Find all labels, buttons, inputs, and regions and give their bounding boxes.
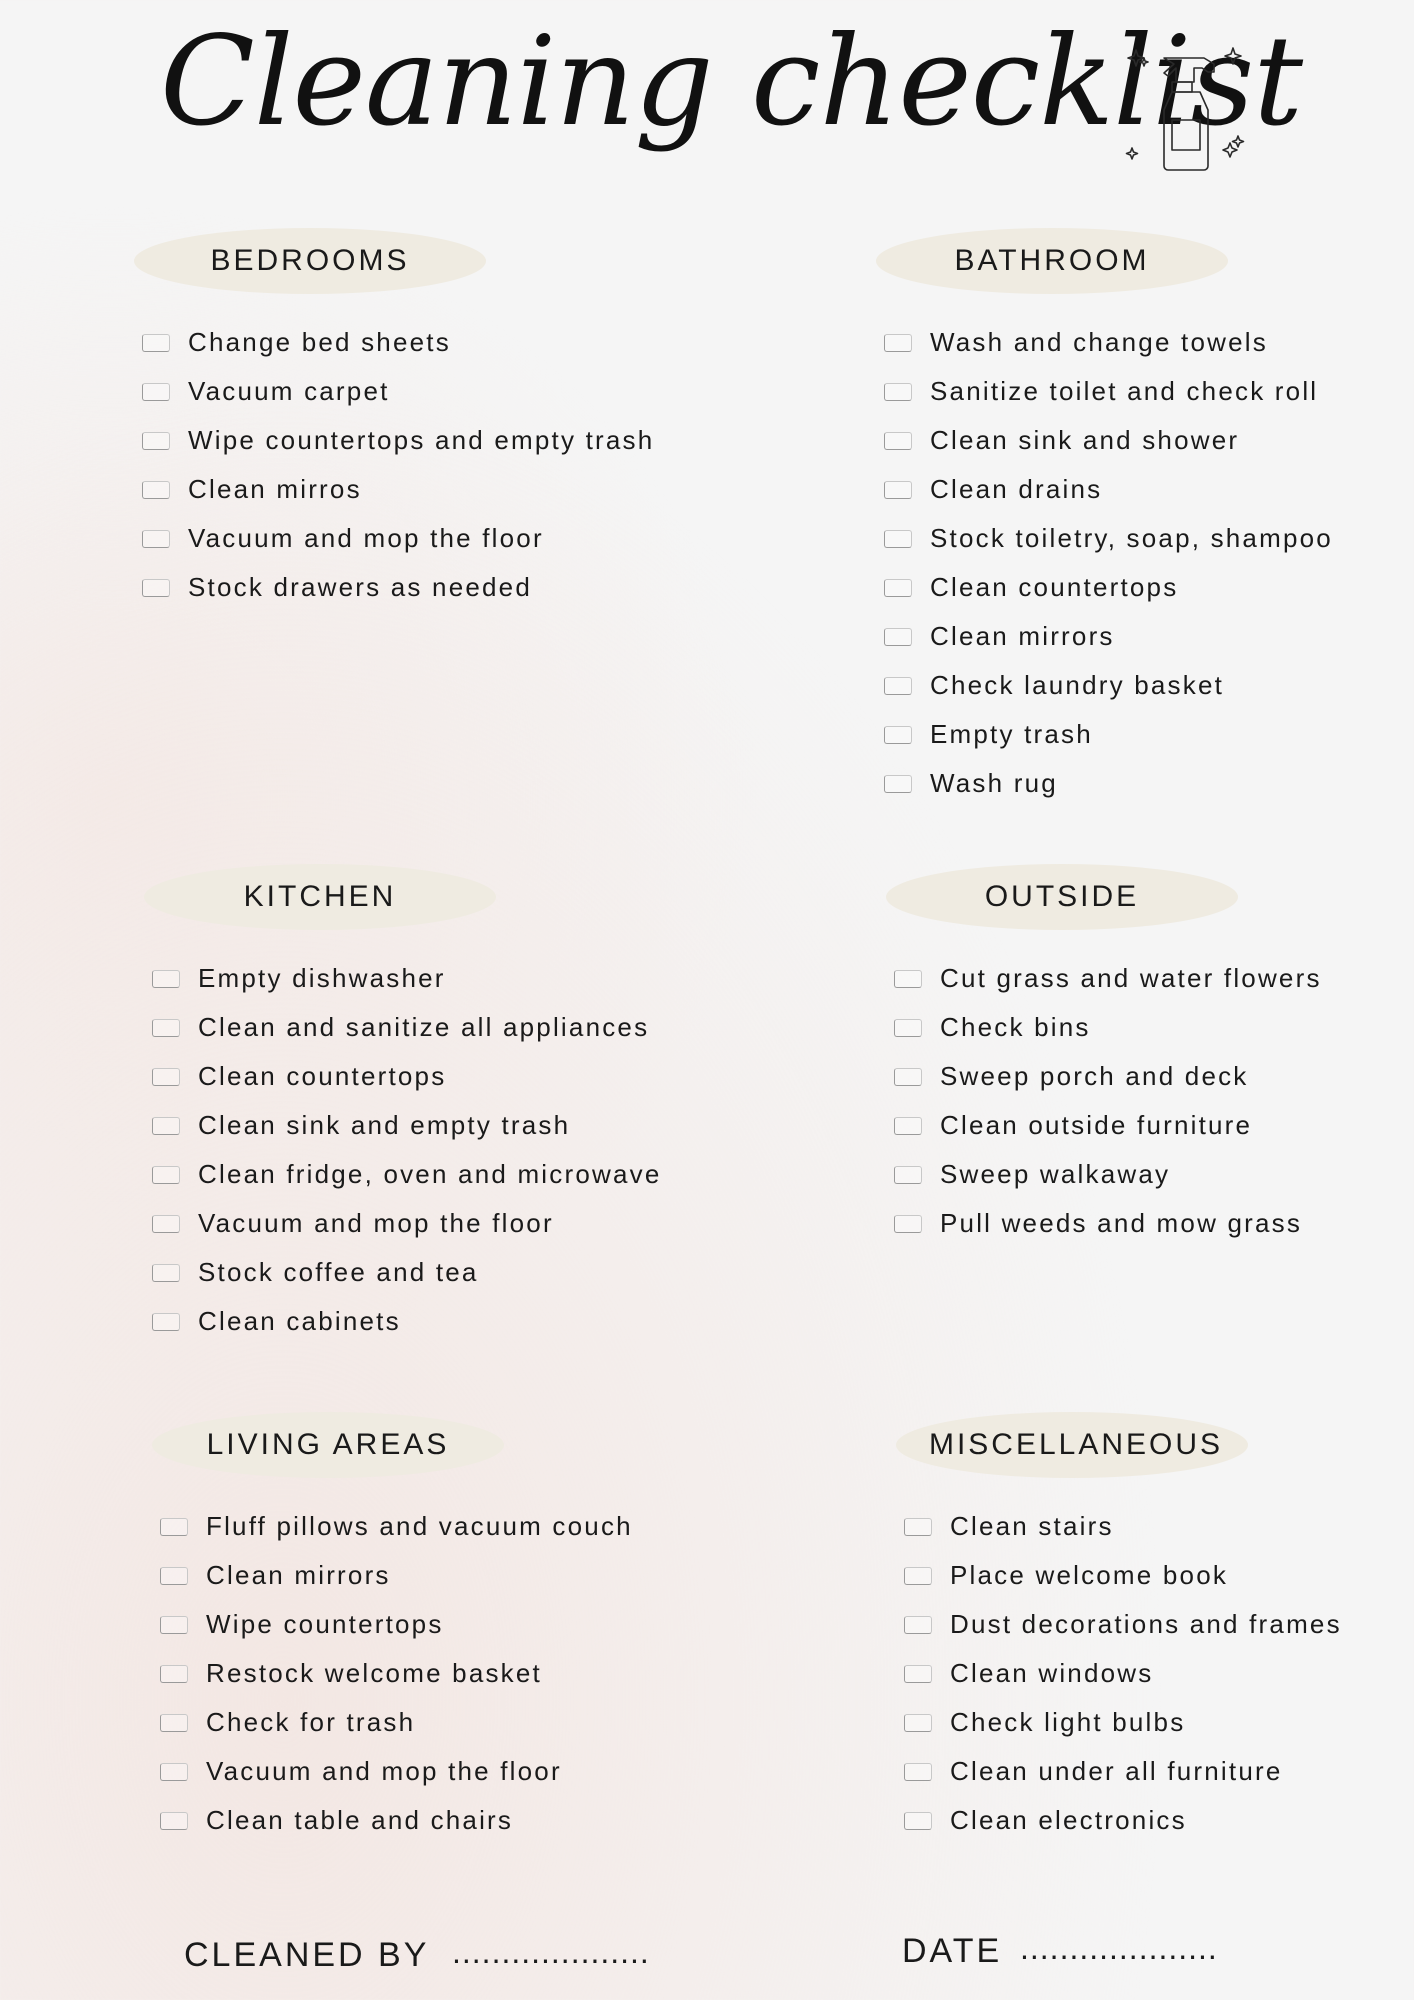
checklist-item[interactable] bbox=[142, 367, 654, 416]
checkbox-icon[interactable] bbox=[884, 579, 912, 597]
section-kitchen bbox=[144, 864, 704, 1384]
checklist-item-label: Vacuum and mop the floor bbox=[198, 1208, 554, 1238]
cleaned-by-line[interactable]: .................... bbox=[452, 1934, 650, 1970]
checklist-item[interactable] bbox=[142, 563, 654, 612]
checkbox-icon[interactable] bbox=[142, 530, 170, 548]
checklist-item-label: Clean mirrors bbox=[206, 1560, 391, 1590]
checkbox-icon[interactable] bbox=[160, 1714, 188, 1732]
checklist-item-label: Empty dishwasher bbox=[198, 963, 446, 993]
checklist-item[interactable] bbox=[884, 661, 1333, 710]
date-line[interactable]: .................... bbox=[1020, 1930, 1218, 1966]
checklist-item[interactable] bbox=[904, 1551, 1342, 1600]
checkbox-icon[interactable] bbox=[894, 1215, 922, 1233]
checklist-item[interactable] bbox=[904, 1796, 1342, 1845]
spray-bottle-icon bbox=[1122, 38, 1252, 178]
checklist-item-label: Clean and sanitize all appliances bbox=[198, 1012, 650, 1042]
checklist-item[interactable] bbox=[894, 1003, 1322, 1052]
checklist-item-label: Fluff pillows and vacuum couch bbox=[206, 1511, 633, 1541]
checklist-item-label: Clean mirros bbox=[188, 474, 362, 504]
checkbox-icon[interactable] bbox=[160, 1518, 188, 1536]
checkbox-icon[interactable] bbox=[152, 970, 180, 988]
checklist-item-label: Clean outside furniture bbox=[940, 1110, 1253, 1140]
checkbox-icon[interactable] bbox=[904, 1518, 932, 1536]
checklist-item[interactable] bbox=[894, 954, 1322, 1003]
checklist-item[interactable] bbox=[894, 1052, 1322, 1101]
section-miscellaneous bbox=[896, 1412, 1414, 1882]
checkbox-icon[interactable] bbox=[904, 1665, 932, 1683]
checkbox-icon[interactable] bbox=[904, 1616, 932, 1634]
checkbox-icon[interactable] bbox=[884, 628, 912, 646]
checkbox-icon[interactable] bbox=[884, 775, 912, 793]
checklist-item-label: Clean sink and empty trash bbox=[198, 1110, 571, 1140]
checklist-item-label: Clean drains bbox=[930, 474, 1103, 504]
checklist-item-label: Stock toiletry, soap, shampoo bbox=[930, 523, 1333, 553]
checkbox-icon[interactable] bbox=[160, 1665, 188, 1683]
checklist-item-label: Empty trash bbox=[930, 719, 1093, 749]
checklist-item[interactable] bbox=[904, 1649, 1342, 1698]
checklist-item[interactable] bbox=[894, 1199, 1322, 1248]
checklist-item[interactable] bbox=[904, 1600, 1342, 1649]
checklist-item-label: Sweep walkaway bbox=[940, 1159, 1171, 1189]
checkbox-icon[interactable] bbox=[152, 1264, 180, 1282]
checklist-item[interactable] bbox=[884, 759, 1333, 808]
checkbox-icon[interactable] bbox=[160, 1567, 188, 1585]
checklist-item[interactable] bbox=[884, 710, 1333, 759]
checklist-item[interactable] bbox=[152, 1101, 662, 1150]
checklist-item-label: Wash and change towels bbox=[930, 327, 1268, 357]
section-title: OUTSIDE bbox=[984, 880, 1140, 913]
checklist-item-label: Wipe countertops and empty trash bbox=[188, 425, 655, 455]
checklist-item[interactable] bbox=[884, 612, 1333, 661]
checklist-item[interactable] bbox=[142, 318, 654, 367]
checklist-item[interactable] bbox=[884, 367, 1333, 416]
checklist-item[interactable] bbox=[884, 465, 1333, 514]
section-living-areas bbox=[152, 1412, 712, 1882]
checkbox-icon[interactable] bbox=[884, 481, 912, 499]
section-bedrooms bbox=[134, 228, 694, 628]
checkbox-icon[interactable] bbox=[142, 432, 170, 450]
checklist-item-label: Cut grass and water flowers bbox=[940, 963, 1322, 993]
checklist-item[interactable] bbox=[160, 1551, 633, 1600]
checklist-item[interactable] bbox=[152, 1248, 662, 1297]
section-bathroom bbox=[876, 228, 1414, 828]
checkbox-icon[interactable] bbox=[152, 1313, 180, 1331]
checklist-item-label: Clean fridge, oven and microwave bbox=[198, 1159, 662, 1189]
checklist-item-label: Dust decorations and frames bbox=[950, 1609, 1342, 1639]
section-title: KITCHEN bbox=[243, 880, 397, 913]
checklist-item[interactable] bbox=[152, 954, 662, 1003]
checklist-item-label: Check laundry basket bbox=[930, 670, 1225, 700]
checkbox-icon[interactable] bbox=[142, 481, 170, 499]
section-title: BEDROOMS bbox=[210, 244, 410, 277]
checkbox-icon[interactable] bbox=[884, 726, 912, 744]
checkbox-icon[interactable] bbox=[894, 1166, 922, 1184]
checkbox-icon[interactable] bbox=[904, 1567, 932, 1585]
checklist-item[interactable] bbox=[152, 1003, 662, 1052]
section-title: MISCELLANEOUS bbox=[928, 1428, 1224, 1461]
checklist-item-label: Vacuum and mop the floor bbox=[188, 523, 544, 553]
checklist-item-label: Stock coffee and tea bbox=[198, 1257, 479, 1287]
checklist-item-label: Clean mirrors bbox=[930, 621, 1115, 651]
checklist-item-label: Sweep porch and deck bbox=[940, 1061, 1249, 1091]
checklist-item-label: Check for trash bbox=[206, 1707, 416, 1737]
cleaned-by-label: CLEANED BY bbox=[184, 1936, 430, 1974]
checklist-item[interactable] bbox=[904, 1747, 1342, 1796]
checkbox-icon[interactable] bbox=[142, 383, 170, 401]
checklist-item-label: Wipe countertops bbox=[206, 1609, 444, 1639]
checklist-item-label: Pull weeds and mow grass bbox=[940, 1208, 1303, 1238]
checklist-item[interactable] bbox=[142, 416, 654, 465]
checkbox-icon[interactable] bbox=[160, 1812, 188, 1830]
checkbox-icon[interactable] bbox=[884, 677, 912, 695]
checklist-item[interactable] bbox=[152, 1150, 662, 1199]
checkbox-icon[interactable] bbox=[884, 432, 912, 450]
checklist-item-label: Clean countertops bbox=[930, 572, 1179, 602]
checkbox-icon[interactable] bbox=[884, 530, 912, 548]
checklist-item-label: Clean table and chairs bbox=[206, 1805, 514, 1835]
checkbox-icon[interactable] bbox=[904, 1763, 932, 1781]
checklist-item-label: Stock drawers as needed bbox=[188, 572, 532, 602]
section-outside bbox=[886, 864, 1414, 1284]
checklist-item-label: Check bins bbox=[940, 1012, 1091, 1042]
checkbox-icon[interactable] bbox=[152, 1019, 180, 1037]
checklist-item[interactable] bbox=[894, 1101, 1322, 1150]
checklist-item[interactable] bbox=[904, 1502, 1342, 1551]
checklist-item[interactable] bbox=[884, 563, 1333, 612]
checkbox-icon[interactable] bbox=[152, 1166, 180, 1184]
checklist-item-label: Vacuum carpet bbox=[188, 376, 390, 406]
checklist-item[interactable] bbox=[160, 1796, 633, 1845]
checkbox-icon[interactable] bbox=[894, 970, 922, 988]
checkbox-icon[interactable] bbox=[894, 1117, 922, 1135]
date-label: DATE bbox=[902, 1932, 1003, 1970]
checklist-item[interactable] bbox=[894, 1150, 1322, 1199]
page-title: Cleaning checklist bbox=[160, 10, 1303, 154]
checklist-item[interactable] bbox=[884, 416, 1333, 465]
checkbox-icon[interactable] bbox=[904, 1812, 932, 1830]
checklist-item[interactable] bbox=[904, 1698, 1342, 1747]
checklist-item-label: Clean stairs bbox=[950, 1511, 1114, 1541]
checklist-item-label: Sanitize toilet and check roll bbox=[930, 376, 1319, 406]
checklist-item[interactable] bbox=[884, 318, 1333, 367]
checkbox-icon[interactable] bbox=[142, 579, 170, 597]
checkbox-icon[interactable] bbox=[160, 1616, 188, 1634]
checklist-item-label: Restock welcome basket bbox=[206, 1658, 542, 1688]
checklist-item[interactable] bbox=[142, 514, 654, 563]
checklist-item-label: Clean windows bbox=[950, 1658, 1154, 1688]
checkbox-icon[interactable] bbox=[152, 1215, 180, 1233]
checkbox-icon[interactable] bbox=[894, 1019, 922, 1037]
checklist-item-label: Clean electronics bbox=[950, 1805, 1187, 1835]
checkbox-icon[interactable] bbox=[152, 1068, 180, 1086]
checklist-item[interactable] bbox=[160, 1600, 633, 1649]
checklist-item-label: Clean cabinets bbox=[198, 1306, 401, 1336]
checklist-item-label: Clean sink and shower bbox=[930, 425, 1240, 455]
checklist-item-label: Clean countertops bbox=[198, 1061, 447, 1091]
checklist-item-label: Change bed sheets bbox=[188, 327, 451, 357]
checklist-item-label: Place welcome book bbox=[950, 1560, 1229, 1590]
checklist-item[interactable] bbox=[142, 465, 654, 514]
checkbox-icon[interactable] bbox=[160, 1763, 188, 1781]
checkbox-icon[interactable] bbox=[904, 1714, 932, 1732]
checklist-item[interactable] bbox=[152, 1199, 662, 1248]
checklist-item[interactable] bbox=[160, 1649, 633, 1698]
checklist-item[interactable] bbox=[152, 1297, 662, 1346]
checklist-item-label: Clean under all furniture bbox=[950, 1756, 1283, 1786]
checklist-item[interactable] bbox=[160, 1698, 633, 1747]
checklist-item-label: Vacuum and mop the floor bbox=[206, 1756, 562, 1786]
checklist-item[interactable] bbox=[884, 514, 1333, 563]
checkbox-icon[interactable] bbox=[884, 334, 912, 352]
checkbox-icon[interactable] bbox=[884, 383, 912, 401]
checklist-item[interactable] bbox=[160, 1502, 633, 1551]
checkbox-icon[interactable] bbox=[152, 1117, 180, 1135]
checklist-item[interactable] bbox=[152, 1052, 662, 1101]
checkbox-icon[interactable] bbox=[894, 1068, 922, 1086]
section-title: BATHROOM bbox=[954, 244, 1150, 277]
checklist-item-label: Check light bulbs bbox=[950, 1707, 1186, 1737]
checkbox-icon[interactable] bbox=[142, 334, 170, 352]
checklist-item-label: Wash rug bbox=[930, 768, 1058, 798]
checklist-item[interactable] bbox=[160, 1747, 633, 1796]
section-title: LIVING AREAS bbox=[206, 1428, 450, 1461]
